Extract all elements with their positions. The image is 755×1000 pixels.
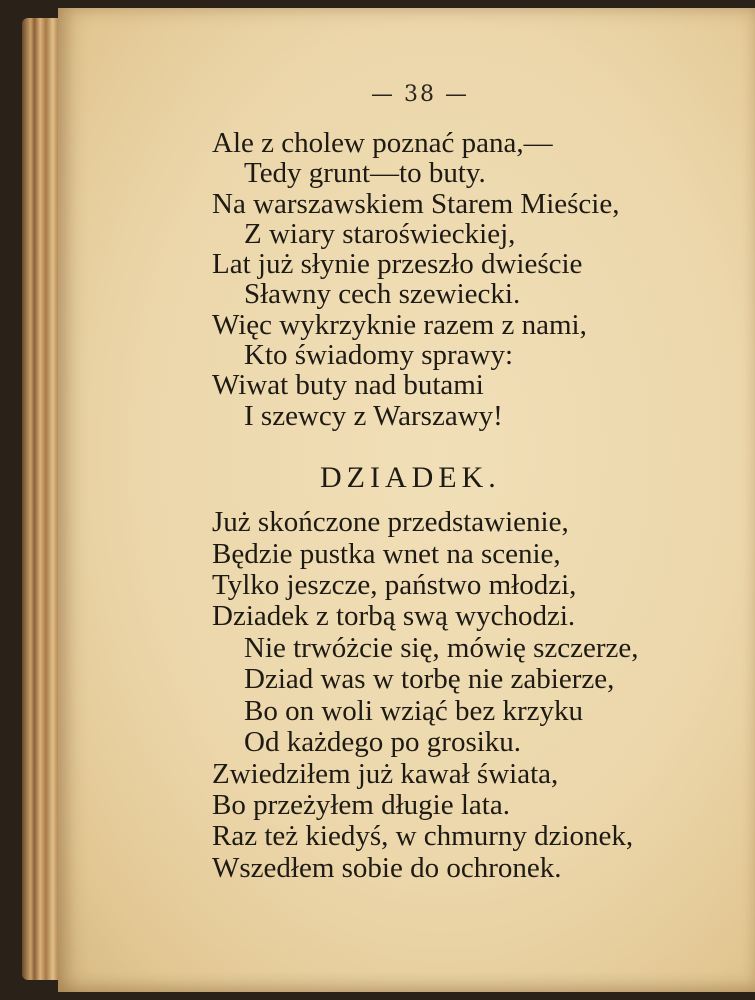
poem-line: Będzie pustka wnet na scenie, [212, 537, 561, 570]
poem-line: Wiwat buty nad butami [212, 369, 484, 402]
poem-line: Na warszawskiem Starem Mieście, [212, 187, 620, 220]
poem-line: Raz też kiedyś, w chmurny dzionek, [212, 820, 634, 853]
poem-line: Sławny cech szewiecki. [244, 278, 521, 311]
poem-line: Więc wykrzyknie razem z nami, [212, 308, 587, 341]
stanza-2 [212, 507, 712, 884]
poem-line: Od każdego po grosiku. [244, 726, 522, 759]
page-number: — 38 — [371, 82, 469, 107]
poem-line: Nie trwóżcie się, mówię szczerze, [244, 631, 639, 664]
poem-line: Kto świadomy sprawy: [244, 339, 514, 372]
poem-line: Wszedłem sobie do ochronek. [212, 851, 562, 884]
poem-line: Bo on woli wziąć bez krzyku [244, 694, 584, 727]
poem-line: Tylko jeszcze, państwo młodzi, [212, 569, 577, 602]
poem-heading: DZIADEK. [320, 460, 501, 494]
poem-line: I szewcy z Warszawy! [244, 399, 503, 432]
poem-line: Dziadek z torbą swą wychodzi. [212, 600, 576, 633]
poem-line: Lat już słynie przeszło dwieście [212, 248, 583, 281]
poem-text [212, 128, 712, 884]
poem-line: Już skończone przedstawienie, [212, 506, 569, 539]
poem-line: Bo przeżyłem długie lata. [212, 788, 510, 821]
poem-line: Z wiary staroświeckiej, [244, 217, 516, 250]
stanza-1 [212, 128, 712, 431]
poem-line: Ale z cholew poznać pana,— [212, 127, 553, 159]
poem-line: Tedy grunt—to buty. [244, 157, 486, 190]
poem-line: Zwiedziłem już kawał świata, [212, 757, 559, 790]
poem-line: Dziad was w torbę nie zabierze, [244, 663, 615, 696]
